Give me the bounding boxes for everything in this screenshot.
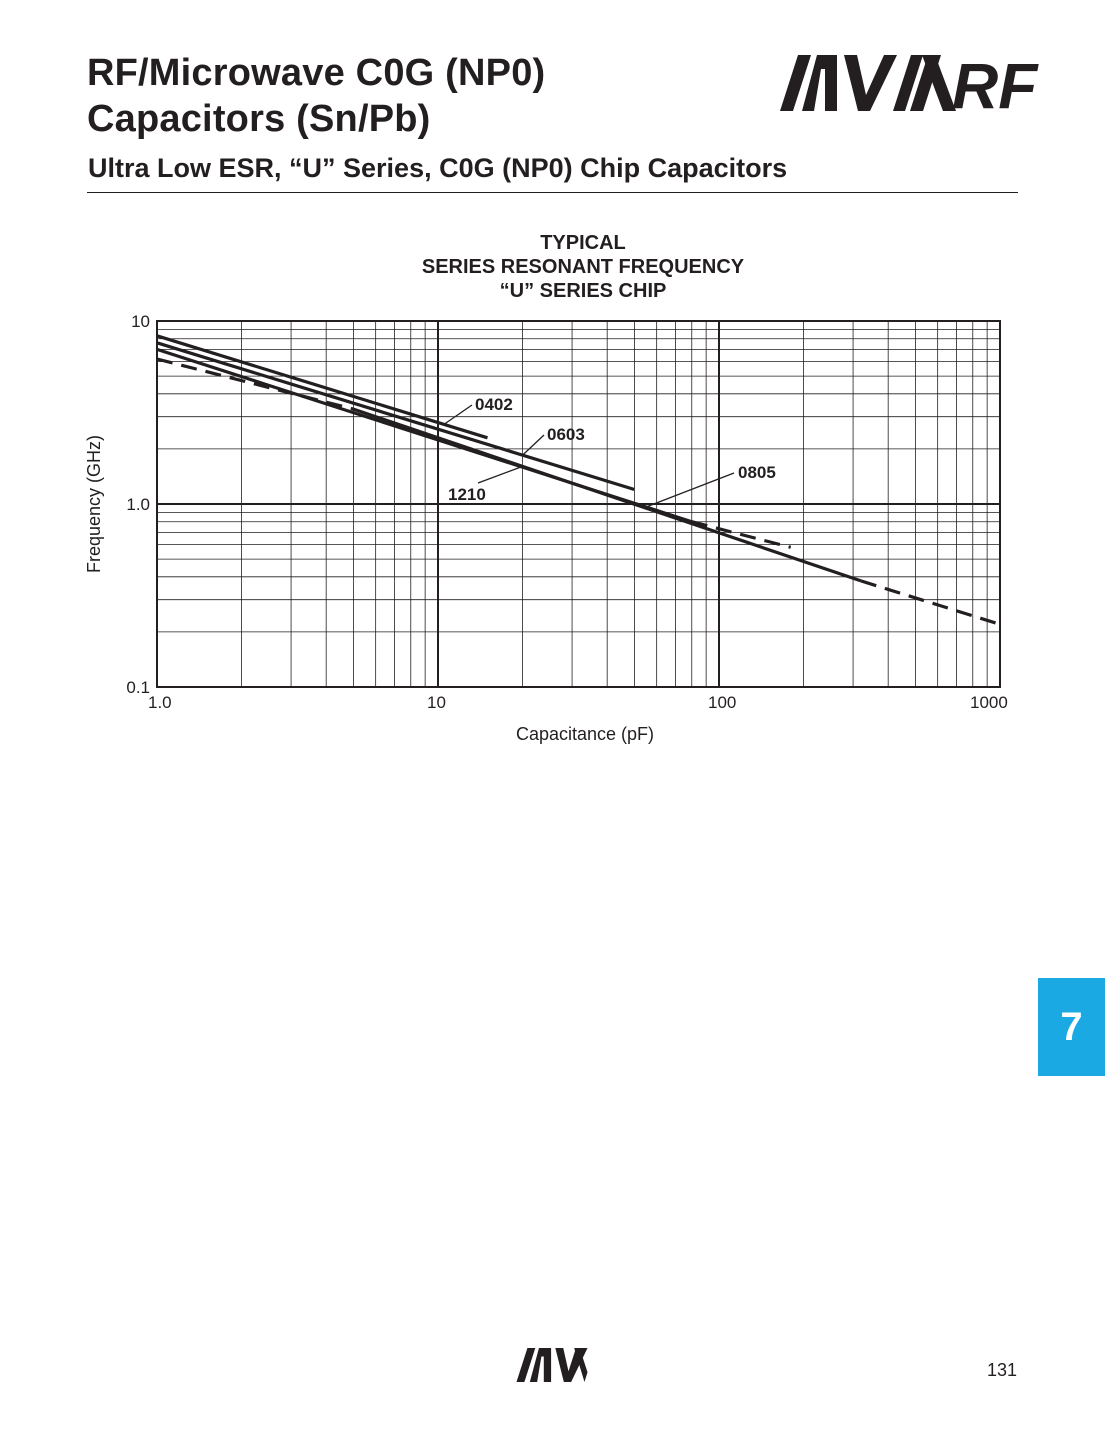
chart-title-line: “U” SERIES CHIP (499, 280, 667, 302)
y-axis-label: Frequency (GHz) (84, 434, 104, 574)
page-subtitle: Ultra Low ESR, “U” Series, C0G (NP0) Chip Capacitors (88, 153, 788, 183)
series-line-0603 (157, 343, 634, 490)
logo-rf-text: RF (952, 50, 1038, 122)
y-tick-label: 0.1 (126, 678, 150, 697)
x-tick-label: 1.0 (148, 693, 172, 712)
series-label-0805: 0805 (738, 463, 776, 482)
series-line-1210 (861, 581, 1000, 624)
header-rule (87, 192, 1018, 193)
page-title (87, 50, 545, 142)
series-leader-line (646, 473, 734, 507)
series-label-1210: 1210 (448, 485, 486, 504)
section-tab (1038, 978, 1105, 1076)
chart-title-line: TYPICAL (540, 232, 626, 254)
title-line-1: RF/Microwave C0G (NP0) (87, 52, 546, 94)
y-tick-label: 1.0 (126, 495, 150, 514)
avx-footer-logo (504, 1348, 600, 1382)
series-label-0603: 0603 (547, 425, 585, 444)
x-axis-label: Capacitance (pF) (515, 724, 655, 744)
x-tick-label: 100 (708, 693, 737, 712)
series-leader-line (478, 466, 523, 483)
section-tab-label: 7 (1060, 1004, 1083, 1049)
srf-chart (0, 220, 1105, 760)
x-tick-label: 10 (427, 693, 446, 712)
series-label-0402: 0402 (475, 395, 513, 414)
series-line-0805 (692, 522, 791, 548)
x-tick-label: 1000 (970, 693, 1008, 712)
y-tick-label: 10 (131, 312, 150, 331)
series-leader-line (523, 435, 544, 455)
avx-rf-logo (780, 50, 1038, 122)
chart-title-line: SERIES RESONANT FREQUENCY (421, 256, 745, 278)
page-number: 131 (986, 1360, 1017, 1380)
series-leader-line (444, 405, 472, 424)
title-line-2: Capacitors (Sn/Pb) (87, 98, 431, 140)
